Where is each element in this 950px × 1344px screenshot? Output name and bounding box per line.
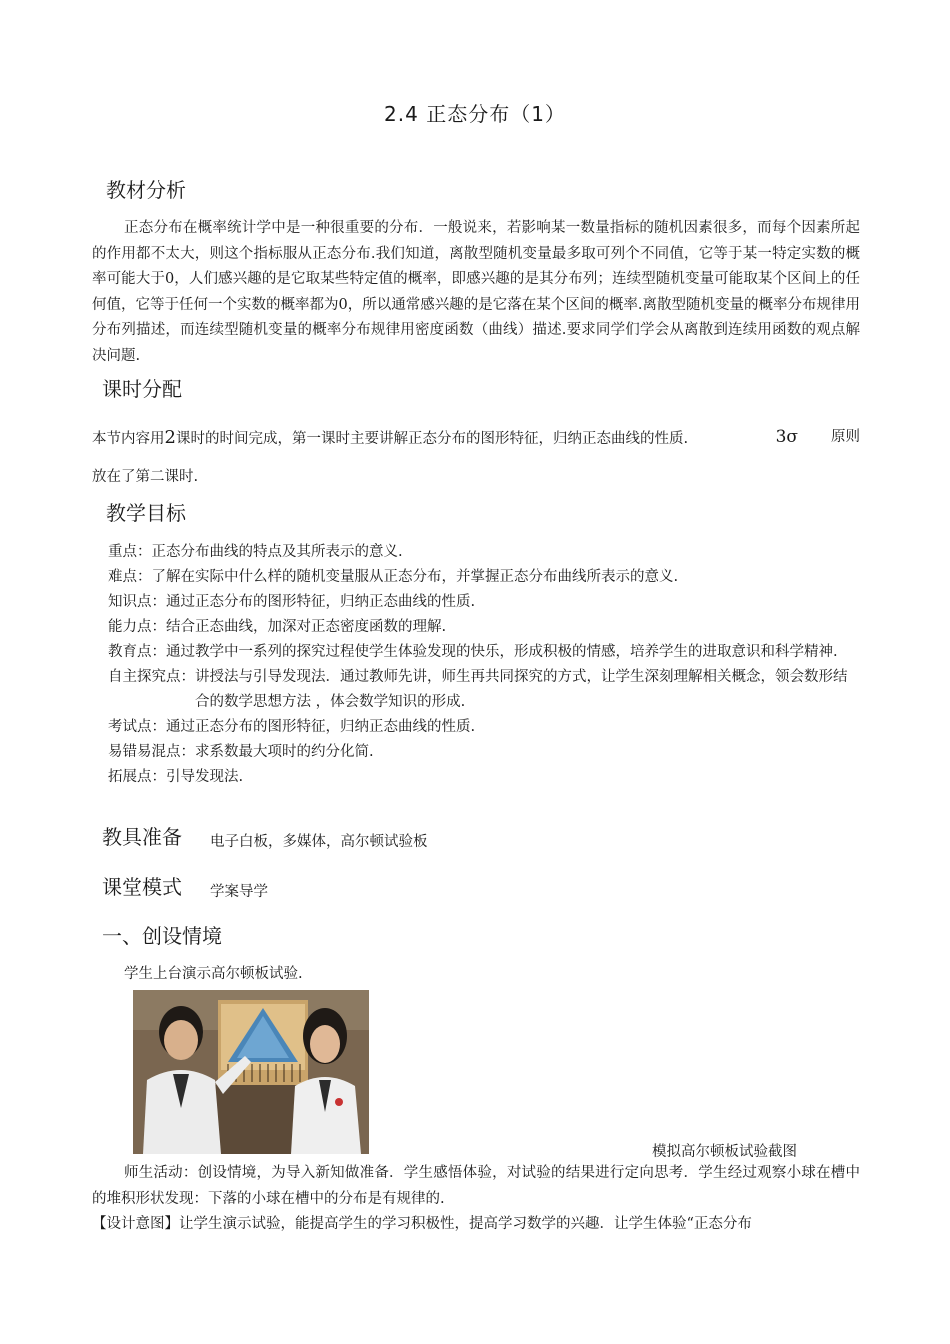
page-title: 2.4 正态分布（1） <box>384 102 566 126</box>
heading-analysis: 教材分析 <box>106 178 186 202</box>
goal-label: 拓展点： <box>108 769 166 785</box>
schedule-text-b: 课时的时间完成，第一课时主要讲解正态分布的图形特征，归纳正态曲线的性质. <box>175 431 689 447</box>
heading-tools: 教具准备 <box>102 825 182 849</box>
goal-difficulty <box>108 565 860 590</box>
goal-text: 通过正态分布的图形特征，归纳正态曲线的性质. <box>166 594 476 610</box>
goal-text: 讲授法与引导发现法．通过教师先讲，师生再共同探究的方式，让学生深刻理解相关概念，领会数形结合的数学思想方法 ，体会数学知识的形成. <box>195 669 848 710</box>
intent-label: 【设计意图】 <box>92 1216 179 1232</box>
goal-key <box>108 540 860 565</box>
analysis-paragraph: 正态分布在概率统计学中是一种很重要的分布．一般说来，若影响某一数量指标的随机因素很多，而每个因素所起的作用都不太大，则这个指标服从正态分布.我们知道，离散型随机变量最多取可列个不同值，它等于某一特定实数的概率可能大于0，人们感兴趣的是它取某些特定值的概率，即感兴趣的是其分布列；连续型随机变量可能取某个区间上的任何值，它等于任何一个实数的概率都为0，所以通常感兴趣的是它落在某个区间的概率.离散型随机变量的概率分布规律用分布列描述，而连续型随机变量的概率分布规律用密度函数（曲线）描述.要求同学们学会从离散到连续用函数的观点解决问题. <box>92 220 860 364</box>
scenario-activity: 师生活动：创设情境，为导入新知做准备．学生感悟体验，对试验的结果进行定向思考．学生经过观察小球在槽中的堆积形状发现：下落的小球在槽中的分布是有规律的. <box>92 1165 860 1207</box>
goal-exam <box>108 715 860 740</box>
goal-text: 通过教学中一系列的探究过程使学生体验发现的快乐，形成积极的情感，培养学生的进取意识和科学精神. <box>166 644 838 660</box>
goal-text: 了解在实际中什么样的随机变量服从正态分布，并掌握正态分布曲线所表示的意义. <box>151 569 679 585</box>
goal-text: 正态分布曲线的特点及其所表示的意义. <box>151 544 403 560</box>
goal-text: 通过正态分布的图形特征，归纳正态曲线的性质. <box>166 719 476 735</box>
photo-illustration <box>133 990 369 1154</box>
goal-education <box>108 640 860 665</box>
heading-schedule: 课时分配 <box>102 377 182 401</box>
schedule-line-1 <box>92 425 860 453</box>
goal-label: 难点： <box>108 569 152 585</box>
schedule-sigma: 3σ <box>775 427 798 447</box>
goal-label: 考试点： <box>108 719 166 735</box>
goal-extension <box>108 765 860 790</box>
schedule-line-2: 放在了第二课时. <box>92 469 199 485</box>
heading-scenario: 一、创设情境 <box>102 924 222 948</box>
goal-label: 重点： <box>108 544 152 560</box>
goal-self-explore <box>108 665 860 715</box>
schedule-text-c: 原则 <box>831 429 860 445</box>
goal-label: 自主探究点： <box>108 669 195 685</box>
goals-list <box>108 540 860 790</box>
intent-text: 让学生演示试验，能提高学生的学习积极性，提高学习数学的兴趣．让学生体验“正态分布 <box>179 1216 752 1232</box>
scenario-intro: 学生上台演示高尔顿板试验. <box>124 966 303 982</box>
goal-label: 能力点： <box>108 619 166 635</box>
schedule-hours: 2 <box>164 427 176 448</box>
heading-goals: 教学目标 <box>106 501 186 525</box>
mode-text: 学案导学 <box>210 884 268 900</box>
schedule-text-a: 本节内容用 <box>92 431 165 447</box>
goal-error-prone <box>108 740 860 765</box>
heading-mode: 课堂模式 <box>102 875 182 899</box>
goal-text: 求系数最大项时的约分化简. <box>195 744 374 760</box>
goal-text: 结合正态曲线，加深对正态密度函数的理解. <box>166 619 447 635</box>
scenario-intent <box>92 1212 860 1238</box>
goal-text: 引导发现法. <box>166 769 244 785</box>
goal-label: 教育点： <box>108 644 166 660</box>
goal-ability <box>108 615 860 640</box>
goal-knowledge <box>108 590 860 615</box>
photo-caption: 模拟高尔顿板试验截图 <box>652 1144 797 1160</box>
goal-label: 易错易混点： <box>108 744 195 760</box>
tools-text: 电子白板，多媒体，高尔顿试验板 <box>210 834 428 850</box>
galton-board-photo <box>133 990 369 1154</box>
goal-label: 知识点： <box>108 594 166 610</box>
